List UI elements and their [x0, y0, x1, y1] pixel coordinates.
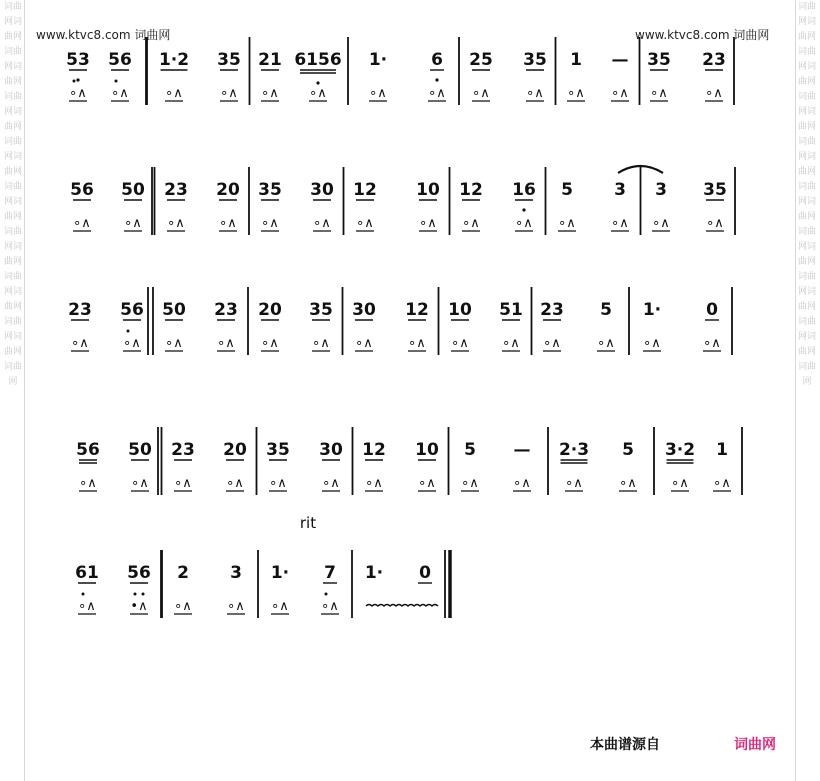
- note-numeral: 1·: [364, 563, 384, 583]
- stroke-mark: ∘∧: [369, 86, 387, 101]
- stroke-mark: ∘∧: [71, 336, 89, 351]
- stroke-mark: ∘∧: [543, 336, 561, 351]
- note-numeral: 30: [319, 440, 343, 460]
- note-numeral: 10: [416, 180, 440, 200]
- note-numeral: 35: [266, 440, 290, 460]
- note-numeral: 51: [499, 300, 523, 320]
- note-numeral: 56: [127, 563, 151, 583]
- source-label: 本曲谱源自: [590, 737, 660, 753]
- note-numeral: 1·: [642, 300, 662, 320]
- side-watermark-right: 词曲网词曲网词曲网词曲网词曲网词曲网词曲网词曲网词曲网词曲网词曲网词曲网词曲网词曲网词曲网词曲网词曲网: [795, 0, 818, 781]
- octave-dot-low: [76, 78, 79, 81]
- stroke-mark: ∘∧: [428, 86, 446, 101]
- stroke-mark: ∘∧: [611, 216, 629, 231]
- note-numeral: 20: [223, 440, 247, 460]
- stroke-mark: ∘∧: [165, 336, 183, 351]
- stroke-mark: ∘∧: [165, 86, 183, 101]
- stroke-mark: ∘∧: [123, 336, 141, 351]
- stroke-mark: ∘∧: [462, 216, 480, 231]
- stroke-mark: ∘∧: [355, 336, 373, 351]
- stroke-mark: ∘∧: [261, 86, 279, 101]
- stroke-mark: ∘∧: [261, 336, 279, 351]
- stroke-mark: ∘∧: [705, 86, 723, 101]
- stroke-mark: ∘∧: [356, 216, 374, 231]
- note-numeral: 20: [216, 180, 240, 200]
- stroke-mark: ∘∧: [79, 476, 97, 491]
- stroke-mark: ∘∧: [220, 86, 238, 101]
- note-numeral: —: [513, 440, 531, 460]
- stroke-mark: ∘∧: [558, 216, 576, 231]
- note-numeral: 7: [324, 563, 336, 583]
- note-numeral: 21: [258, 50, 282, 70]
- note-numeral: 6: [431, 50, 443, 70]
- stroke-mark: ∘∧: [418, 476, 436, 491]
- note-numeral: 16: [512, 180, 536, 200]
- note-numeral: 0: [706, 300, 718, 320]
- watermark-text-right: www.ktvc8.com 词曲网: [635, 28, 770, 42]
- note-numeral: 23: [164, 180, 188, 200]
- note-numeral: 23: [540, 300, 564, 320]
- stroke-mark: ∘∧: [567, 86, 585, 101]
- stroke-mark: ∘∧: [703, 336, 721, 351]
- stroke-mark: ∘∧: [671, 476, 689, 491]
- stroke-mark-dot: [134, 593, 137, 596]
- watermark-text-left: www.ktvc8.com 词曲网: [36, 28, 171, 42]
- stroke-mark-dot: [142, 593, 145, 596]
- note-numeral: 5: [464, 440, 476, 460]
- stroke-mark: ∘∧: [111, 86, 129, 101]
- note-numeral: 10: [448, 300, 472, 320]
- note-numeral: 5: [622, 440, 634, 460]
- note-numeral: 1: [570, 50, 582, 70]
- source-brand-link[interactable]: 词曲网: [734, 737, 776, 753]
- stroke-mark: ∘∧: [643, 336, 661, 351]
- stroke-mark: ∘∧: [461, 476, 479, 491]
- note-numeral: 35: [217, 50, 241, 70]
- stroke-mark-dot: [82, 593, 85, 596]
- note-numeral: 1·: [270, 563, 290, 583]
- note-numeral: 3: [655, 180, 667, 200]
- note-numeral: 1·2: [158, 50, 190, 70]
- note-numeral: 30: [310, 180, 334, 200]
- note-numeral: 12: [362, 440, 386, 460]
- note-numeral: 23: [214, 300, 238, 320]
- note-numeral: 12: [405, 300, 429, 320]
- stroke-mark: ∘∧: [526, 86, 544, 101]
- stroke-mark: ∘∧: [322, 476, 340, 491]
- tempo-marking: rit: [299, 514, 317, 532]
- stroke-mark: ∘∧: [713, 476, 731, 491]
- stroke-mark: ∘∧: [167, 216, 185, 231]
- note-numeral: 56: [70, 180, 94, 200]
- octave-dot-low: [435, 78, 438, 81]
- side-watermark-left: 词曲网词曲网词曲网词曲网词曲网词曲网词曲网词曲网词曲网词曲网词曲网词曲网词曲网词曲网词曲网词曲网词曲网: [2, 0, 25, 781]
- note-numeral: 25: [469, 50, 493, 70]
- tremolo-wavy-line: [366, 605, 438, 607]
- note-numeral: 56: [120, 300, 144, 320]
- note-numeral: 3: [614, 180, 626, 200]
- note-numeral: 50: [162, 300, 186, 320]
- note-numeral: 56: [76, 440, 100, 460]
- stroke-mark: ∘∧: [652, 216, 670, 231]
- stroke-mark: ∘∧: [565, 476, 583, 491]
- note-numeral: 50: [121, 180, 145, 200]
- note-numeral: 23: [171, 440, 195, 460]
- note-numeral: 35: [258, 180, 282, 200]
- stroke-mark: ∘∧: [226, 476, 244, 491]
- stroke-mark: ∘∧: [321, 599, 339, 614]
- note-numeral: 53: [66, 50, 90, 70]
- stroke-mark: ∘∧: [69, 86, 87, 101]
- note-numeral: 12: [353, 180, 377, 200]
- stroke-mark: ∘∧: [227, 599, 245, 614]
- stroke-mark: ∘∧: [312, 336, 330, 351]
- stroke-mark: ∘∧: [309, 86, 327, 101]
- note-numeral: 3·2: [664, 440, 696, 460]
- stroke-mark: ∘∧: [73, 216, 91, 231]
- stroke-mark: ∘∧: [515, 216, 533, 231]
- stroke-mark-dot: [73, 80, 76, 83]
- stroke-mark: ∘∧: [502, 336, 520, 351]
- stroke-mark: ∘∧: [124, 216, 142, 231]
- note-numeral: 2: [177, 563, 189, 583]
- note-numeral: 56: [108, 50, 132, 70]
- octave-dot-low: [316, 81, 319, 84]
- note-numeral: 6156: [294, 50, 342, 70]
- stroke-mark: ∘∧: [217, 336, 235, 351]
- note-numeral: 1·: [368, 50, 388, 70]
- octave-dot-low: [522, 208, 525, 211]
- note-numeral: 50: [128, 440, 152, 460]
- note-numeral: 0: [419, 563, 431, 583]
- stroke-mark: ∘∧: [269, 476, 287, 491]
- stroke-mark-dot: [325, 593, 328, 596]
- stroke-mark: ∘∧: [513, 476, 531, 491]
- note-numeral: 61: [75, 563, 99, 583]
- note-numeral: 3: [230, 563, 242, 583]
- stroke-mark: ∘∧: [408, 336, 426, 351]
- note-numeral: 35: [309, 300, 333, 320]
- stroke-mark: ∘∧: [78, 599, 96, 614]
- stroke-mark: ∘∧: [174, 599, 192, 614]
- stroke-mark: ∘∧: [174, 476, 192, 491]
- stroke-mark: ∘∧: [219, 216, 237, 231]
- stroke-mark: ∘∧: [131, 476, 149, 491]
- stroke-mark: ∘∧: [313, 216, 331, 231]
- stroke-mark: ∘∧: [261, 216, 279, 231]
- note-numeral: 5: [600, 300, 612, 320]
- note-numeral: 5: [561, 180, 573, 200]
- stroke-mark: ∘∧: [472, 86, 490, 101]
- note-numeral: 35: [647, 50, 671, 70]
- stroke-mark: ∘∧: [365, 476, 383, 491]
- stroke-mark: ∘∧: [419, 216, 437, 231]
- stroke-mark: ∘∧: [451, 336, 469, 351]
- stroke-mark: ∘∧: [619, 476, 637, 491]
- note-numeral: 1: [716, 440, 728, 460]
- stroke-mark-dot: [115, 80, 118, 83]
- stroke-mark: ∘∧: [597, 336, 615, 351]
- note-numeral: 10: [415, 440, 439, 460]
- note-numeral: 30: [352, 300, 376, 320]
- stroke-mark: ∘∧: [611, 86, 629, 101]
- note-numeral: 35: [703, 180, 727, 200]
- stroke-mark: •∧: [130, 599, 148, 614]
- note-numeral: —: [611, 50, 629, 70]
- note-numeral: 12: [459, 180, 483, 200]
- stroke-mark: ∘∧: [650, 86, 668, 101]
- note-numeral: 2·3: [558, 440, 590, 460]
- stroke-mark: ∘∧: [706, 216, 724, 231]
- note-numeral: 35: [523, 50, 547, 70]
- note-numeral: 20: [258, 300, 282, 320]
- note-numeral: 23: [702, 50, 726, 70]
- note-numeral: 23: [68, 300, 92, 320]
- stroke-mark: ∘∧: [271, 599, 289, 614]
- stroke-mark-dot: [127, 330, 130, 333]
